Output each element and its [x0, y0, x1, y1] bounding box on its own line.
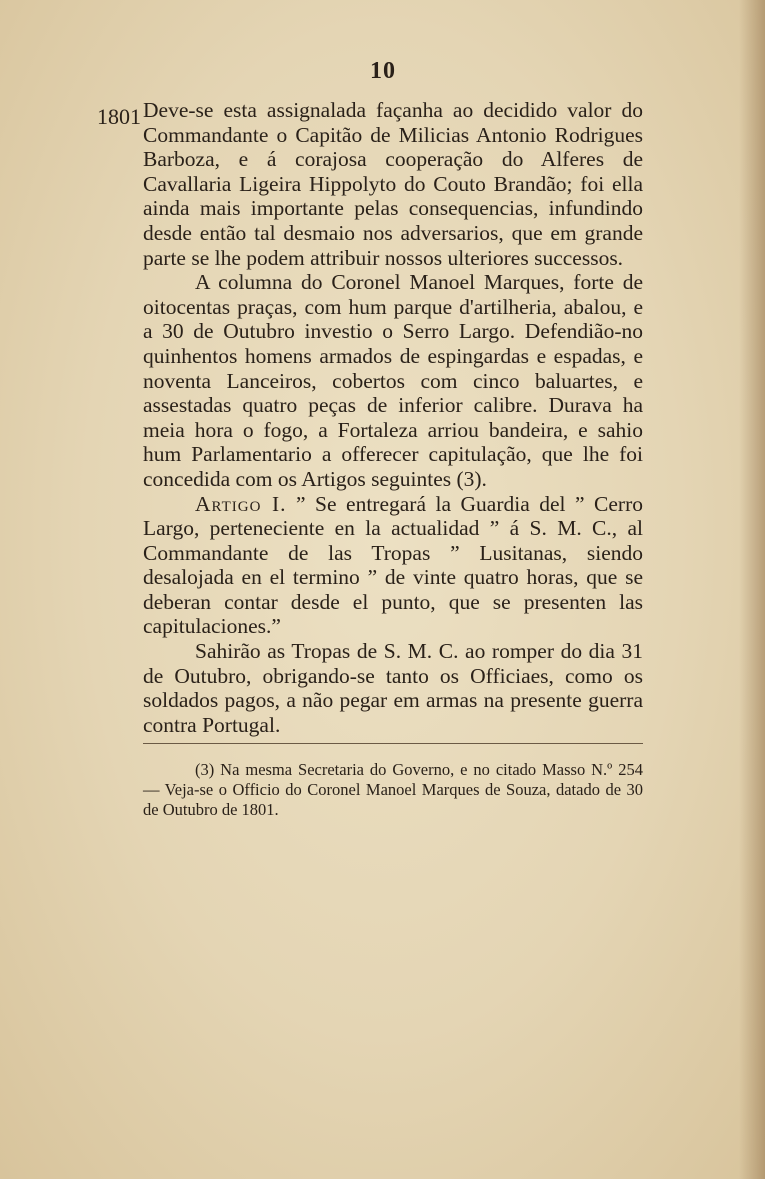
footnote: (3) Na mesma Secretaria do Governo, e no citado Masso N.º 254 — Veja-se o Officio do Coronel Manoel Marques de Souza, datado de 30 de Outubro de 1801. [143, 760, 643, 820]
main-text [143, 98, 643, 820]
artigo-label: Artigo I. [195, 491, 287, 516]
paragraph-3: Sahirão as Tropas de S. M. C. ao romper do dia 31 de Outubro, obrigando-se tanto os Officiaes, como os soldados pagos, a não pegar em armas na presente guerra contra Portugal. [143, 639, 643, 737]
margin-year: 1801 [97, 104, 141, 129]
paragraph-2: A columna do Coronel Manoel Marques, forte de oitocentas praças, com hum parque d'artilheria, abalou, e a 30 de Outubro investio o Serro Largo. Defendião-no quinhentos homens armados de espingardas e espadas, e noventa Lanceiros, cobertos com cinco baluartes, e assestadas quatro peças de inferior calibre. Durava ha meia hora o fogo, a Fortaleza arriou bandeira, e sahio hum Parlamentario a offerecer capitulação, que lhe foi concedida com os Artigos seguintes (3). [143, 270, 643, 491]
paragraph-1: Deve-se esta assignalada façanha ao decidido valor do Commandante o Capitão de Milicias Antonio Rodrigues Barboza, e á corajosa cooperação do Alferes de Cavallaria Ligeira Hippolyto do Couto Brandão; foi ella ainda mais importante pelas consequencias, infundindo desde então tal desmaio nos adversarios, que em grande parte se lhe podem attribuir nossos ulteriores successos. [143, 98, 643, 270]
page-number: 10 [370, 58, 396, 84]
artigo-paragraph [143, 492, 643, 640]
footnote-rule [143, 743, 643, 744]
artigo-text: ” Se entregará la Guardia del ” Cerro Largo, perteneciente en la actualidad ” á S. M. C., al Commandante de las Tropas ” Lusitanas, siendo desalojada en el termino ” de vinte quatro horas, que se deberan contar desde el punto, que se presenten las capitulaciones.” [143, 491, 644, 639]
page-edge-shadow [739, 0, 765, 1179]
